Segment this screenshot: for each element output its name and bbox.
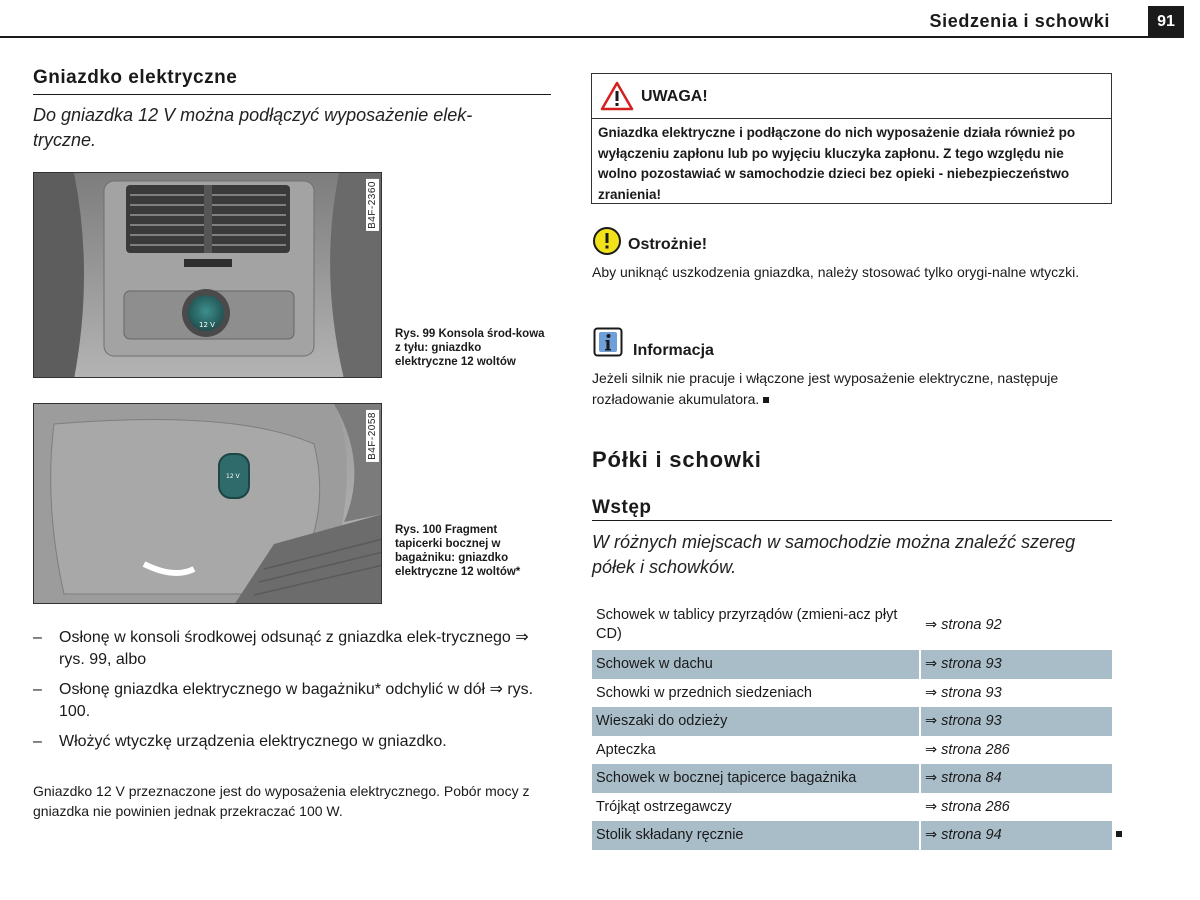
- table-row: [592, 821, 1112, 850]
- warning-box: [591, 73, 1112, 204]
- instruction-steps: [33, 627, 553, 761]
- table-row: [592, 764, 1112, 793]
- table-cell-page-ref[interactable]: ⇒ strona 93: [920, 707, 1112, 736]
- table-cell-item: Wieszaki do odzieży: [592, 707, 920, 736]
- info-text: [592, 368, 1112, 409]
- step-text: Osłonę w konsoli środkowej odsunąć z gniazdka elek-trycznego ⇒ rys. 99, albo: [59, 629, 529, 668]
- figure-99-photo: [33, 172, 382, 378]
- table-cell-item: Schowek w bocznej tapicerce bagażnika: [592, 764, 920, 793]
- section-title-shelves: Półki i schowki: [592, 447, 762, 472]
- table-row: [592, 736, 1112, 765]
- table-cell-item: Schowki w przednich siedzeniach: [596, 684, 812, 701]
- step-text: Włożyć wtyczkę urządzenia elektrycznego w gniazdko.: [59, 733, 447, 750]
- info-text-body: Jeżeli silnik nie pracuje i włączone jest wyposażenie elektryczne, następuje rozładowanie akumulatora.: [592, 370, 1059, 407]
- table-cell-page-ref[interactable]: ⇒ strona 92: [920, 600, 1112, 650]
- list-item: [33, 731, 553, 753]
- intro-text: Do gniazdka 12 V można podłączyć wyposażenie elek-tryczne.: [33, 105, 473, 150]
- header-rule: [0, 36, 1148, 38]
- running-header-title: Siedzenia i schowki: [929, 11, 1110, 31]
- table-cell-item: Schowek w tablicy przyrządów (zmieni-acz płyt CD): [596, 607, 898, 642]
- list-item: [33, 679, 553, 723]
- caution-title: Ostrożnie!: [628, 236, 708, 253]
- warning-triangle-icon: [600, 81, 634, 111]
- figure-100-caption: Rys. 100 Fragment tapicerki bocznej w bagażniku: gniazdko elektryczne 12 woltów*: [395, 524, 521, 578]
- list-dash: –: [33, 681, 42, 698]
- socket-label-12v: 12 V: [226, 473, 240, 480]
- list-dash: –: [33, 733, 42, 750]
- warning-text: Gniazdka elektryczne i podłączone do nich wyposażenie działa również po wyłączeniu zapłonu lub po wyjęciu kluczyka zapłonu. Z tego względu nie wolno pozostawiać w samochodzie dzieci bez opieki - niebezpieczeństwo zranienia!: [598, 125, 1076, 202]
- table-cell-item: Trójkąt ostrzegawczy: [596, 798, 732, 815]
- end-of-section-square: [1116, 831, 1122, 837]
- power-note: Gniazdko 12 V przeznaczone jest do wyposażenia elektrycznego. Pobór mocy z gniazdka nie powinien jednak przekraczać 100 W.: [33, 783, 530, 819]
- table-row: [592, 793, 1112, 822]
- subheading-intro: Wstęp: [592, 497, 652, 518]
- info-title: Informacja: [633, 342, 714, 359]
- center-console-illustration: [34, 173, 382, 378]
- page-number: 91: [1148, 6, 1184, 38]
- table-row: [592, 600, 1112, 650]
- figure-code: B4F-2058: [367, 412, 378, 460]
- end-of-section-square: [763, 397, 769, 403]
- caution-text: Aby uniknąć uszkodzenia gniazdka, należy stosować tylko orygi-nalne wtyczki.: [592, 264, 1080, 280]
- info-icon: [593, 327, 623, 357]
- table-cell-page-ref[interactable]: ⇒ strona 286: [920, 736, 1112, 765]
- figure-99-caption: Rys. 99 Konsola środ-kowa z tyłu: gniazdko elektryczne 12 woltów: [395, 328, 545, 368]
- section-heading-socket: Gniazdko elektryczne: [33, 67, 238, 88]
- list-item: [33, 627, 553, 671]
- table-cell-page-ref[interactable]: ⇒ strona 93: [920, 650, 1112, 679]
- figure-code: B4F-2360: [367, 181, 378, 229]
- table-cell-page-ref[interactable]: ⇒ strona 94: [920, 821, 1112, 850]
- table-cell-item: Schowek w dachu: [592, 650, 920, 679]
- trunk-trim-illustration: [34, 404, 382, 604]
- caution-icon: [592, 226, 622, 256]
- subheading-rule: [592, 520, 1112, 521]
- table-cell-page-ref[interactable]: ⇒ strona 286: [920, 793, 1112, 822]
- intro-text-shelves: W różnych miejscach w samochodzie można znaleźć szereg półek i schowków.: [592, 532, 1076, 577]
- heading-rule: [33, 94, 551, 95]
- socket-label-12v: 12 V: [199, 321, 215, 329]
- step-text: Osłonę gniazdka elektrycznego w bagażniku* odchylić w dół ⇒ rys. 100.: [59, 681, 534, 720]
- list-dash: –: [33, 629, 42, 646]
- figure-100-photo: [33, 403, 382, 604]
- table-row: [592, 707, 1112, 736]
- warning-title: UWAGA!: [641, 88, 708, 105]
- table-cell-item: Apteczka: [596, 741, 656, 758]
- warning-header: [592, 74, 1111, 119]
- storage-table: [592, 600, 1112, 850]
- table-cell-item: Stolik składany ręcznie: [592, 821, 920, 850]
- table-cell-page-ref[interactable]: ⇒ strona 84: [920, 764, 1112, 793]
- table-cell-page-ref[interactable]: ⇒ strona 93: [920, 679, 1112, 708]
- table-row: [592, 679, 1112, 708]
- table-row: [592, 650, 1112, 679]
